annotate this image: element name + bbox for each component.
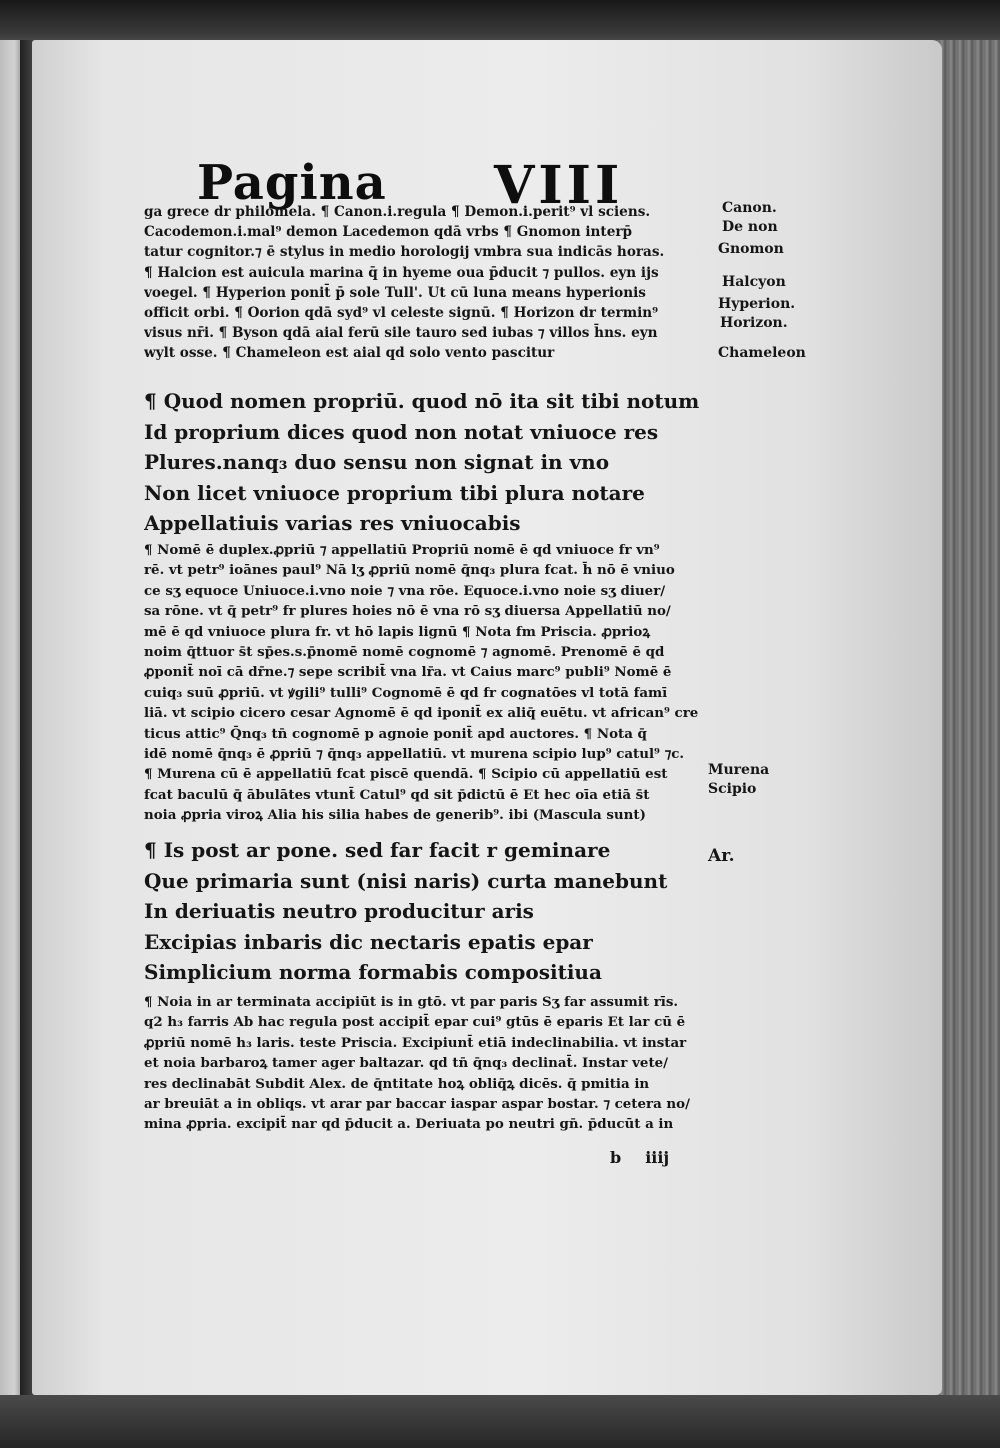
text-line: ticus attic⁹ Q̄nq₃ tn̄ cognomē p agnoie ponit̄ apd auctores. ¶ Nota q̄ [144, 725, 647, 742]
commentary-block-2 [144, 540, 719, 826]
margin-note-hyperion: Hyperion. [718, 296, 796, 312]
verse-line: In deriuatis neutro producitur aris [144, 899, 534, 924]
text-line: ꝓpriū nomē h₃ laris. teste Priscia. Excipiunt̄ etiā indeclinabilia. vt instar [144, 1034, 687, 1051]
verse-line: Id proprium dices quod non notat vniuoce res [144, 419, 659, 444]
text-line: mina ꝓpria. excipit̄ nar qd p̄ducit a. Deriuata po neutri gn̄. p̄ducūt a in [144, 1116, 674, 1133]
text-line: ga grece dr philomela. ¶ Canon.i.regula ¶ Demon.i.perit⁹ vl sciens. [144, 204, 651, 220]
text-line: ¶ Noia in ar terminata accipiūt is in gtō. vt par paris Sʒ far assumit rīs. [144, 994, 679, 1010]
text-line: visus nr̄i. ¶ Byson qdā aial ferū sile tauro sed iubas ⁊ villos h̄ns. eyn [144, 325, 658, 342]
text-line: officit orbi. ¶ Oorion qdā syd⁹ vl celeste signū. ¶ Horizon dr termin⁹ [144, 305, 659, 322]
text-line: ¶ Halcion est auicula marina q̄ in hyeme oua p̄ducit ⁊ pullos. eyn ijs [144, 264, 659, 281]
verse-block-1 [144, 386, 719, 539]
margin-note-gnomon: Gnomon [718, 241, 784, 257]
text-line: Cacodemon.i.mal⁹ demon Lacedemon qdā vrbs ¶ Gnomon interp̄ [144, 224, 633, 241]
verse-line: ¶ Is post ar pone. sed far facit r geminare [144, 838, 611, 862]
text-line: fcat baculū q̄ ābulātes vtunt̄ Catul⁹ qd sit p̄dictū ē Et hec oīa etiā s̄t [144, 786, 650, 803]
commentary-block-3 [144, 992, 719, 1135]
verse-line: ¶ Quod nomen propriū. quod nō ita sit tibi notum [144, 389, 700, 413]
margin-note-halcyon: Halcyon [722, 274, 786, 290]
text-line: rē. vt petr⁹ ioānes paul⁹ Nā lʒ ꝓpriū nomē q̄nq₃ plura fcat. h̄ nō ē vniuo [144, 562, 675, 579]
signature-number: iiij [645, 1148, 670, 1167]
text-line: voegel. ¶ Hyperion ponit̄ p̄ sole Tull'. Ut cū luna means hyperionis [144, 284, 646, 301]
book-bottom-edge [0, 1395, 1000, 1448]
verse-line: Plures.nanq₃ duo sensu non signat in vno [144, 450, 610, 475]
margin-note-canon: Canon. [722, 200, 777, 216]
text-line: cuiq₃ suū ꝓpriū. vt ꝟgili⁹ tulli⁹ Cognomē ē qd fr cognatōes vl totā famī [144, 684, 668, 701]
margin-note-scipio: Scipio [708, 781, 757, 797]
text-line: sa rōne. vt q̄ petr⁹ fr plures hoies nō ē vna rō sʒ diuersa Appellatiū no/ [144, 603, 671, 620]
text-line: tatur cognitor.⁊ ē stylus in medio horologij vmbra sua indicās horas. [144, 244, 665, 261]
page-number-roman: VIII [494, 155, 624, 216]
margin-note-murena: Murena [708, 762, 770, 778]
margin-note-de-non: De non [722, 219, 778, 235]
verse-block-2 [144, 835, 719, 988]
book-page [32, 40, 942, 1395]
text-line: ¶ Murena cū ē appellatiū fcat piscē quendā. ¶ Scipio cū appellatiū est [144, 766, 668, 783]
text-line: ꝓponit̄ noī cā dr̄ne.⁊ sepe scribit̄ vna lr̄a. vt Caius marc⁹ publi⁹ Nomē ē [144, 664, 672, 681]
text-line: res declinabāt Subdit Alex. de q̄ntitate hoꝝ obliq̄ꝝ dicēs. q̄ pmitia in [144, 1075, 650, 1092]
verse-line: Simplicium norma formabis compositiua [144, 960, 602, 985]
margin-note-ar: Ar. [708, 846, 735, 866]
text-line: wylt osse. ¶ Chameleon est aial qd solo vento pascitur [144, 345, 555, 362]
text-line: et noia barbaroꝝ tamer ager baltazar. qd tn̄ q̄nq₃ declinat̄. Instar vete/ [144, 1055, 669, 1072]
verse-line: Appellatiuis varias res vniuocabis [144, 511, 521, 536]
text-line: noim q̄ttuor s̄t sp̄es.s.p̄nomē nomē cognomē ⁊ agnomē. Prenomē ē qd [144, 644, 665, 661]
verse-line: Excipias inbaris dic nectaris epatis epar [144, 929, 593, 954]
text-line: ar breuiāt a in obliqs. vt arar par baccar iaspar aspar bostar. ⁊ cetera no/ [144, 1096, 690, 1113]
text-line: liā. vt scipio cicero cesar Agnomē ē qd iponit̄ ex aliq̄ euētu. vt african⁹ cre [144, 705, 699, 722]
text-line: mē ē qd vniuoce plura fr. vt hō lapis lignū ¶ Nota fm Priscia. ꝓprioꝝ [144, 623, 651, 640]
text-line: idē nomē q̄nq₃ ē ꝓpriū ⁊ q̄nq₃ appellatiū. vt murena scipio lup⁹ catul⁹ ⁊c. [144, 746, 685, 763]
signature-mark [610, 1148, 669, 1167]
verse-line: Que primaria sunt (nisi naris) curta manebunt [144, 868, 668, 893]
running-header-pagina: Pagina [197, 155, 387, 211]
text-line: ¶ Nomē ē duplex.ꝓpriū ⁊ appellatiū Propriū nomē ē qd vniuoce fr vn⁹ [144, 542, 660, 558]
signature-letter: b [610, 1148, 622, 1167]
margin-note-chameleon: Chameleon [718, 345, 806, 361]
text-line: q2 h₃ farris Ab hac regula post accipit̄ epar cui⁹ gtūs ē eparis Et lar cū ē [144, 1014, 686, 1031]
text-line: noia ꝓpria viroꝝ Alia his silia habes de generib⁹. ibi (Mascula sunt) [144, 807, 646, 824]
margin-note-horizon: Horizon. [720, 315, 788, 331]
commentary-block-1 [144, 202, 719, 364]
text-line: ce sʒ equoce Uniuoce.i.vno noie ⁊ vna rōe. Equoce.i.vno noie sʒ diuer/ [144, 582, 666, 599]
verse-line: Non licet vniuoce proprium tibi plura notare [144, 480, 645, 505]
